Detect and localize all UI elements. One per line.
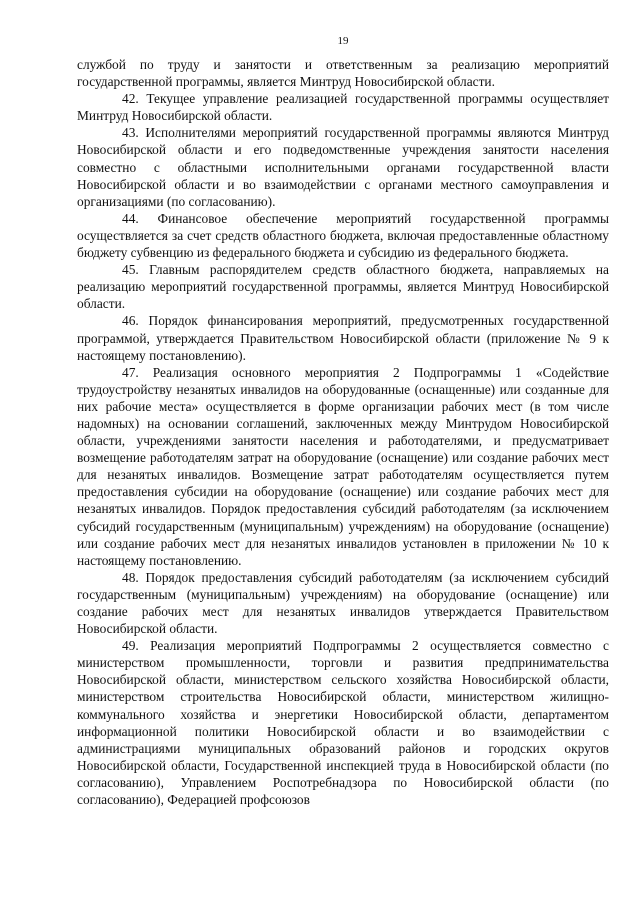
document-body bbox=[77, 56, 609, 808]
document-page bbox=[77, 0, 609, 905]
paragraph-48: 48. Порядок предоставления субсидий работодателям (за исключением субсидий государственным (муниципальным) учреждениям) на оборудование (оснащение) или создание рабочих мест для незанятых инвалидов утверждается Правительством Новосибирской области. bbox=[77, 569, 609, 637]
page-number: 19 bbox=[337, 35, 349, 47]
paragraph-46: 46. Порядок финансирования мероприятий, предусмотренных государственной программой, утверждается Правительством Новосибирской области (приложение № 9 к настоящему постановлению). bbox=[77, 313, 609, 363]
paragraph-44: 44. Финансовое обеспечение мероприятий государственной программы осуществляется за счет средств областного бюджета, включая предоставленные областному бюджету субвенцию из федерального бюджета и субсидию из федерального бюджета. bbox=[77, 210, 609, 261]
paragraph-43: 43. Исполнителями мероприятий государственной программы являются Минтруд Новосибирской области и его подведомственные учреждения занятости населения совместно с областными исполнительными органами государственной власти Новосибирской области и во взаимодействии с органами местного самоуправления и организациями (по согласованию). bbox=[77, 125, 609, 209]
paragraph-47: 47. Реализация основного мероприятия 2 Подпрограммы 1 «Содействие трудоустройству незанятых инвалидов на оборудованные (оснащенные) или созданные для них рабочие места» осуществляется в форме организации рабочих мест (в том числе надомных) на основании соглашений, заключенных между Минтрудом Новосибирской области, учреждениями занятости населения и работодателями, и предусматривает возмещение работодателям затрат на оборудование (оснащение) или создание рабочих мест для незанятых инвалидов. Возмещение затрат работодателям осуществляется путем предоставления субсидии на оборудование (оснащение) или создание рабочих мест для незанятых инвалидов. Порядок предоставления субсидий работодателям (за исключением субсидий государственным (муниципальным) учреждениям) на оборудование (оснащение) или создание рабочих мест для незанятых инвалидов установлен в приложении № 10 к настоящему постановлению. bbox=[77, 364, 609, 568]
paragraph-45: 45. Главным распорядителем средств областного бюджета, направляемых на реализацию мероприятий государственной программы, является Минтруд Новосибирской области. bbox=[77, 262, 609, 312]
paragraph-42: 42. Текущее управление реализацией государственной программы осуществляет Минтруд Новосибирской области. bbox=[77, 91, 609, 124]
paragraph-continued: службой по труду и занятости и ответственным за реализацию мероприятий государственной программы, является Минтруд Новосибирской области. bbox=[77, 57, 609, 90]
paragraph-49: 49. Реализация мероприятий Подпрограммы 2 осуществляется совместно с министерством промышленности, торговли и развития предпринимательства Новосибирской области, министерством сельского хозяйства Новосибирской области, министерством строительства Новосибирской области, министерством жилищно-коммунального хозяйства и энергетики Новосибирской области, департаментом информационной политики Новосибирской области и во взаимодействии с администрациями муниципальных образований районов и городских округов Новосибирской области, Государственной инспекцией труда в Новосибирской области (по согласованию), Управлением Роспотребнадзора по Новосибирской области (по согласованию), Федерацией профсоюзов bbox=[77, 638, 609, 808]
